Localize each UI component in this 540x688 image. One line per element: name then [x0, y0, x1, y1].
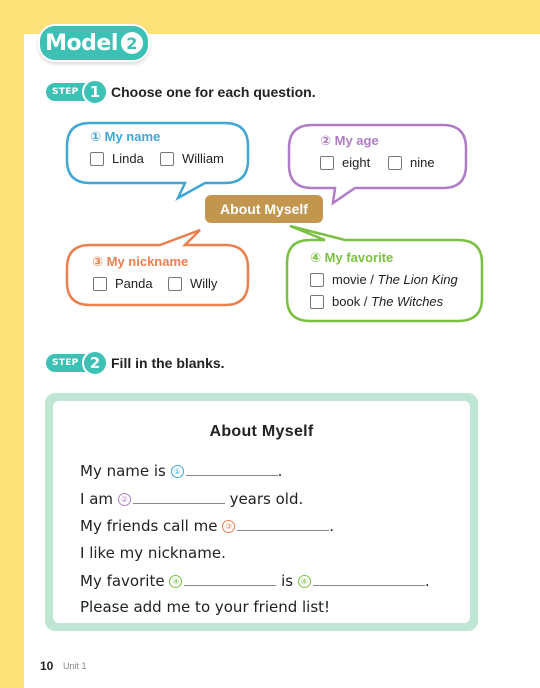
nickname-blank[interactable]	[237, 516, 329, 531]
option-eight[interactable]	[320, 155, 370, 170]
option-linda[interactable]	[90, 151, 144, 166]
favorite-type-blank[interactable]	[184, 571, 276, 586]
line-favorite	[80, 571, 430, 590]
bubble-name-title: ① My name	[90, 129, 161, 144]
step1-number: 1	[82, 79, 108, 105]
checkbox[interactable]	[160, 152, 174, 166]
step1-word: STEP	[52, 87, 79, 97]
line-friend-list: Please add me to your friend list!	[80, 598, 331, 616]
step2-instruction: Fill in the blanks.	[111, 355, 225, 371]
option-book[interactable]	[310, 294, 443, 309]
checkbox[interactable]	[388, 156, 402, 170]
option-prefix: movie /	[332, 272, 378, 287]
marker-3: ③	[222, 520, 235, 533]
line-text: .	[424, 572, 430, 590]
bubble-age-title: ② My age	[320, 133, 379, 148]
checkbox[interactable]	[310, 295, 324, 309]
marker-1: ①	[171, 465, 184, 478]
card-title: About Myself	[209, 423, 314, 440]
option-title: The Lion King	[377, 272, 458, 287]
checkbox[interactable]	[90, 152, 104, 166]
option-label: Panda	[115, 276, 153, 291]
step2-number: 2	[82, 350, 108, 376]
bubble-nickname-title: ③ My nickname	[92, 254, 189, 269]
option-panda[interactable]	[93, 276, 153, 291]
marker-4: ④	[298, 575, 311, 588]
option-william[interactable]	[160, 151, 224, 166]
option-label: eight	[342, 155, 371, 170]
line-text: years old.	[229, 490, 304, 508]
card-inner	[53, 401, 470, 623]
step2-badge	[46, 354, 104, 372]
line-like-nickname: I like my nickname.	[80, 544, 226, 562]
line-age	[80, 489, 303, 508]
unit-label: Unit 1	[63, 661, 87, 671]
checkbox[interactable]	[93, 277, 107, 291]
page-number: 10	[40, 659, 54, 673]
line-text: .	[277, 462, 283, 480]
step2-word: STEP	[52, 358, 79, 368]
option-label: nine	[410, 155, 435, 170]
line-text: .	[329, 517, 334, 535]
age-blank[interactable]	[133, 489, 225, 504]
checkbox[interactable]	[310, 273, 324, 287]
line-text: My friends call me	[80, 517, 218, 535]
about-myself-tag: About Myself	[205, 195, 323, 223]
line-nickname	[80, 516, 334, 535]
option-willy[interactable]	[168, 276, 217, 291]
option-nine[interactable]	[388, 155, 435, 170]
bubble-favorite-title: ④ My favorite	[310, 250, 394, 265]
marker-2: ②	[118, 493, 131, 506]
option-label: Linda	[112, 151, 144, 166]
option-movie[interactable]	[310, 272, 458, 287]
favorite-title-blank[interactable]	[313, 571, 425, 586]
line-text: My favorite	[80, 572, 165, 590]
model-number: 2	[121, 32, 143, 54]
line-text: My name is	[80, 462, 166, 480]
option-prefix: book /	[332, 294, 372, 309]
line-text: is	[281, 572, 294, 590]
checkbox[interactable]	[168, 277, 182, 291]
step1-instruction: Choose one for each question.	[111, 84, 316, 100]
option-label: William	[182, 151, 224, 166]
name-blank[interactable]	[186, 461, 278, 476]
about-myself-card	[45, 393, 478, 631]
option-label: Willy	[190, 276, 218, 291]
model-label: Model	[45, 30, 118, 56]
line-text: I am	[80, 490, 113, 508]
option-title: The Witches	[371, 294, 444, 309]
marker-4: ④	[169, 575, 182, 588]
checkbox[interactable]	[320, 156, 334, 170]
line-name	[80, 461, 282, 480]
